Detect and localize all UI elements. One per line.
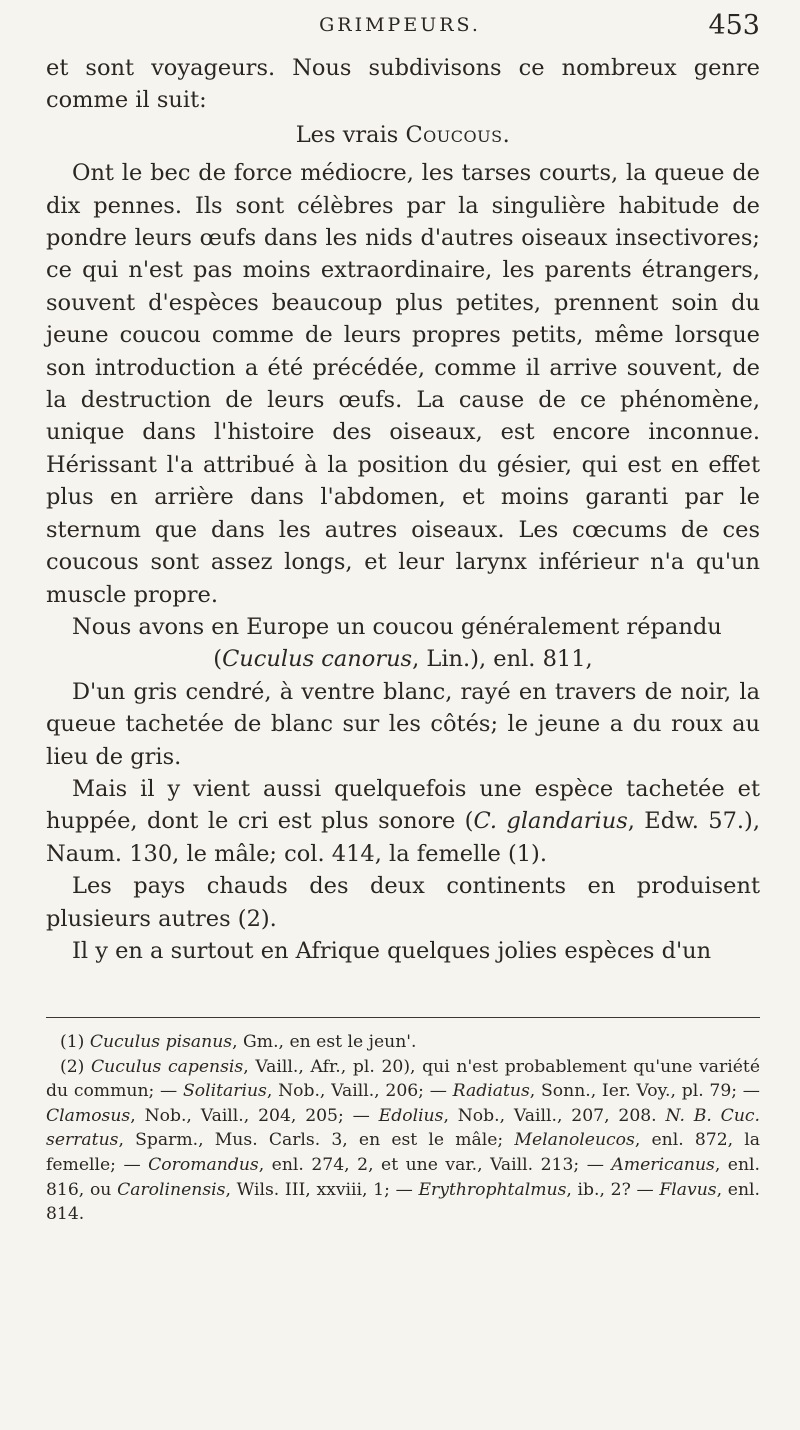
glandarius-text-a: Mais il y vient aussi quelquefois une espèce tachetée et huppée, dont le cri est plus sonore ( (46, 775, 760, 835)
fn2-species: Flavus (659, 1179, 717, 1200)
open-paren: ( (213, 646, 223, 673)
species-name-canorus: Cuculus canorus (222, 646, 413, 673)
section-heading (46, 119, 760, 151)
glandarius-text-b: , Edw. 57.), Naum. 130, le mâle; col. 414, la femelle (1). (46, 808, 760, 867)
species-ref-canorus: , Lin.), enl. 811, (412, 646, 593, 673)
fn2-species: N. B. Cuc. serratus (46, 1105, 760, 1151)
fn2-text: , Vaill., Afr., pl. 20), qui n'est probablement qu'une variété du commun; — (46, 1056, 760, 1102)
paragraph-europe: Nous avons en Europe un coucou généralement répandu (72, 613, 722, 640)
footnote-2 (46, 1055, 760, 1227)
fn2-species: Carolinensis (117, 1179, 226, 1200)
footnote-1-mark: (1) (60, 1032, 90, 1052)
paragraph-intro: et sont voyageurs. Nous subdivisons ce nombreux genre comme il suit: (46, 55, 760, 114)
fn2-text: , Sonn., Ier. Voy., pl. 79; — (529, 1081, 760, 1102)
main-text (46, 52, 760, 967)
section-heading-smallcaps: Coucous. (405, 121, 511, 148)
paragraph-africa: Il y en a surtout en Afrique quelques jolies espèces d'un (72, 937, 712, 964)
fn2-text: , enl. 274, 2, et une var., Vaill. 213; — (258, 1154, 612, 1175)
footnote-2-mark: (2) (60, 1056, 91, 1077)
fn2-text: , Nob., Vaill., 207, 208. (443, 1105, 666, 1126)
footnote-1-species: Cuculus pisanus (89, 1032, 233, 1052)
species-line-canorus (46, 643, 760, 675)
fn2-species: Cuculus capensis (91, 1056, 244, 1077)
footnote-1-text: , Gm., en est le jeun'. (232, 1032, 417, 1052)
fn2-species: Clamosus (46, 1105, 131, 1126)
page-number: 453 (708, 10, 760, 41)
fn2-species: Erythrophtalmus (418, 1179, 567, 1200)
species-name-glandarius: C. glandarius (473, 808, 628, 835)
fn2-species: Americanus (611, 1154, 715, 1175)
footnotes (46, 1030, 760, 1227)
fn2-species: Edolius (378, 1105, 444, 1126)
fn2-species: Coromandus (148, 1154, 259, 1175)
fn2-text: , Nob., Vaill., 204, 205; — (130, 1105, 379, 1126)
fn2-species: Solitarius (183, 1081, 267, 1102)
paragraph-canorus-description: D'un gris cendré, à ventre blanc, rayé en travers de noir, la queue tachetée de blanc sur les côtés; le jeune a du roux au lieu de gris. (46, 678, 760, 770)
section-heading-text: Les vrais (295, 121, 406, 148)
fn2-text: , ib., 2? — (566, 1179, 660, 1200)
fn2-text: , enl. 814. (46, 1179, 760, 1225)
footnote-rule (46, 1017, 760, 1018)
fn2-text: , enl. 816, ou (46, 1154, 761, 1200)
fn2-text: , Nob., Vaill., 206; — (266, 1081, 453, 1102)
paragraph-glandarius (46, 773, 760, 870)
paragraph-description: Ont le bec de force médiocre, les tarses courts, la queue de dix pennes. Ils sont célèbres par la singulière habitude de pondre leurs œufs dans les nids d'autres oiseaux insectivores; ce qui n'est pas moins extraordinaire, les parents étrangers, souvent d'espèces beaucoup plus petites, prennent soin du jeune coucou comme de leurs propres petits, même lorsque son introduction a été précédée, comme il arrive souvent, de la destruction de leurs œufs. La cause de ce phénomène, unique dans l'histoire des oiseaux, est encore inconnue. Hérissant l'a attribué à la position du gésier, qui est en effet plus en arrière dans l'abdomen, et moins garanti par le sternum que dans les autres oiseaux. Les cœcums de ces coucous sont assez longs, et leur larynx inférieur n'a qu'un muscle propre. (46, 160, 760, 608)
fn2-text: , Wils. III, xxviii, 1; — (225, 1179, 419, 1200)
fn2-species: Radiatus (452, 1081, 530, 1102)
fn2-text: , enl. 872, la femelle; — (46, 1130, 760, 1175)
footnote-1 (46, 1030, 760, 1055)
fn2-text: , Sparm., Mus. Carls. 3, en est le mâle; (118, 1130, 515, 1151)
running-title: GRIMPEURS. (319, 14, 481, 36)
running-head (0, 6, 800, 46)
paragraph-warm-countries: Les pays chauds des deux continents en produisent plusieurs autres (2). (46, 873, 760, 932)
fn2-species: Melanoleucos (514, 1130, 635, 1151)
